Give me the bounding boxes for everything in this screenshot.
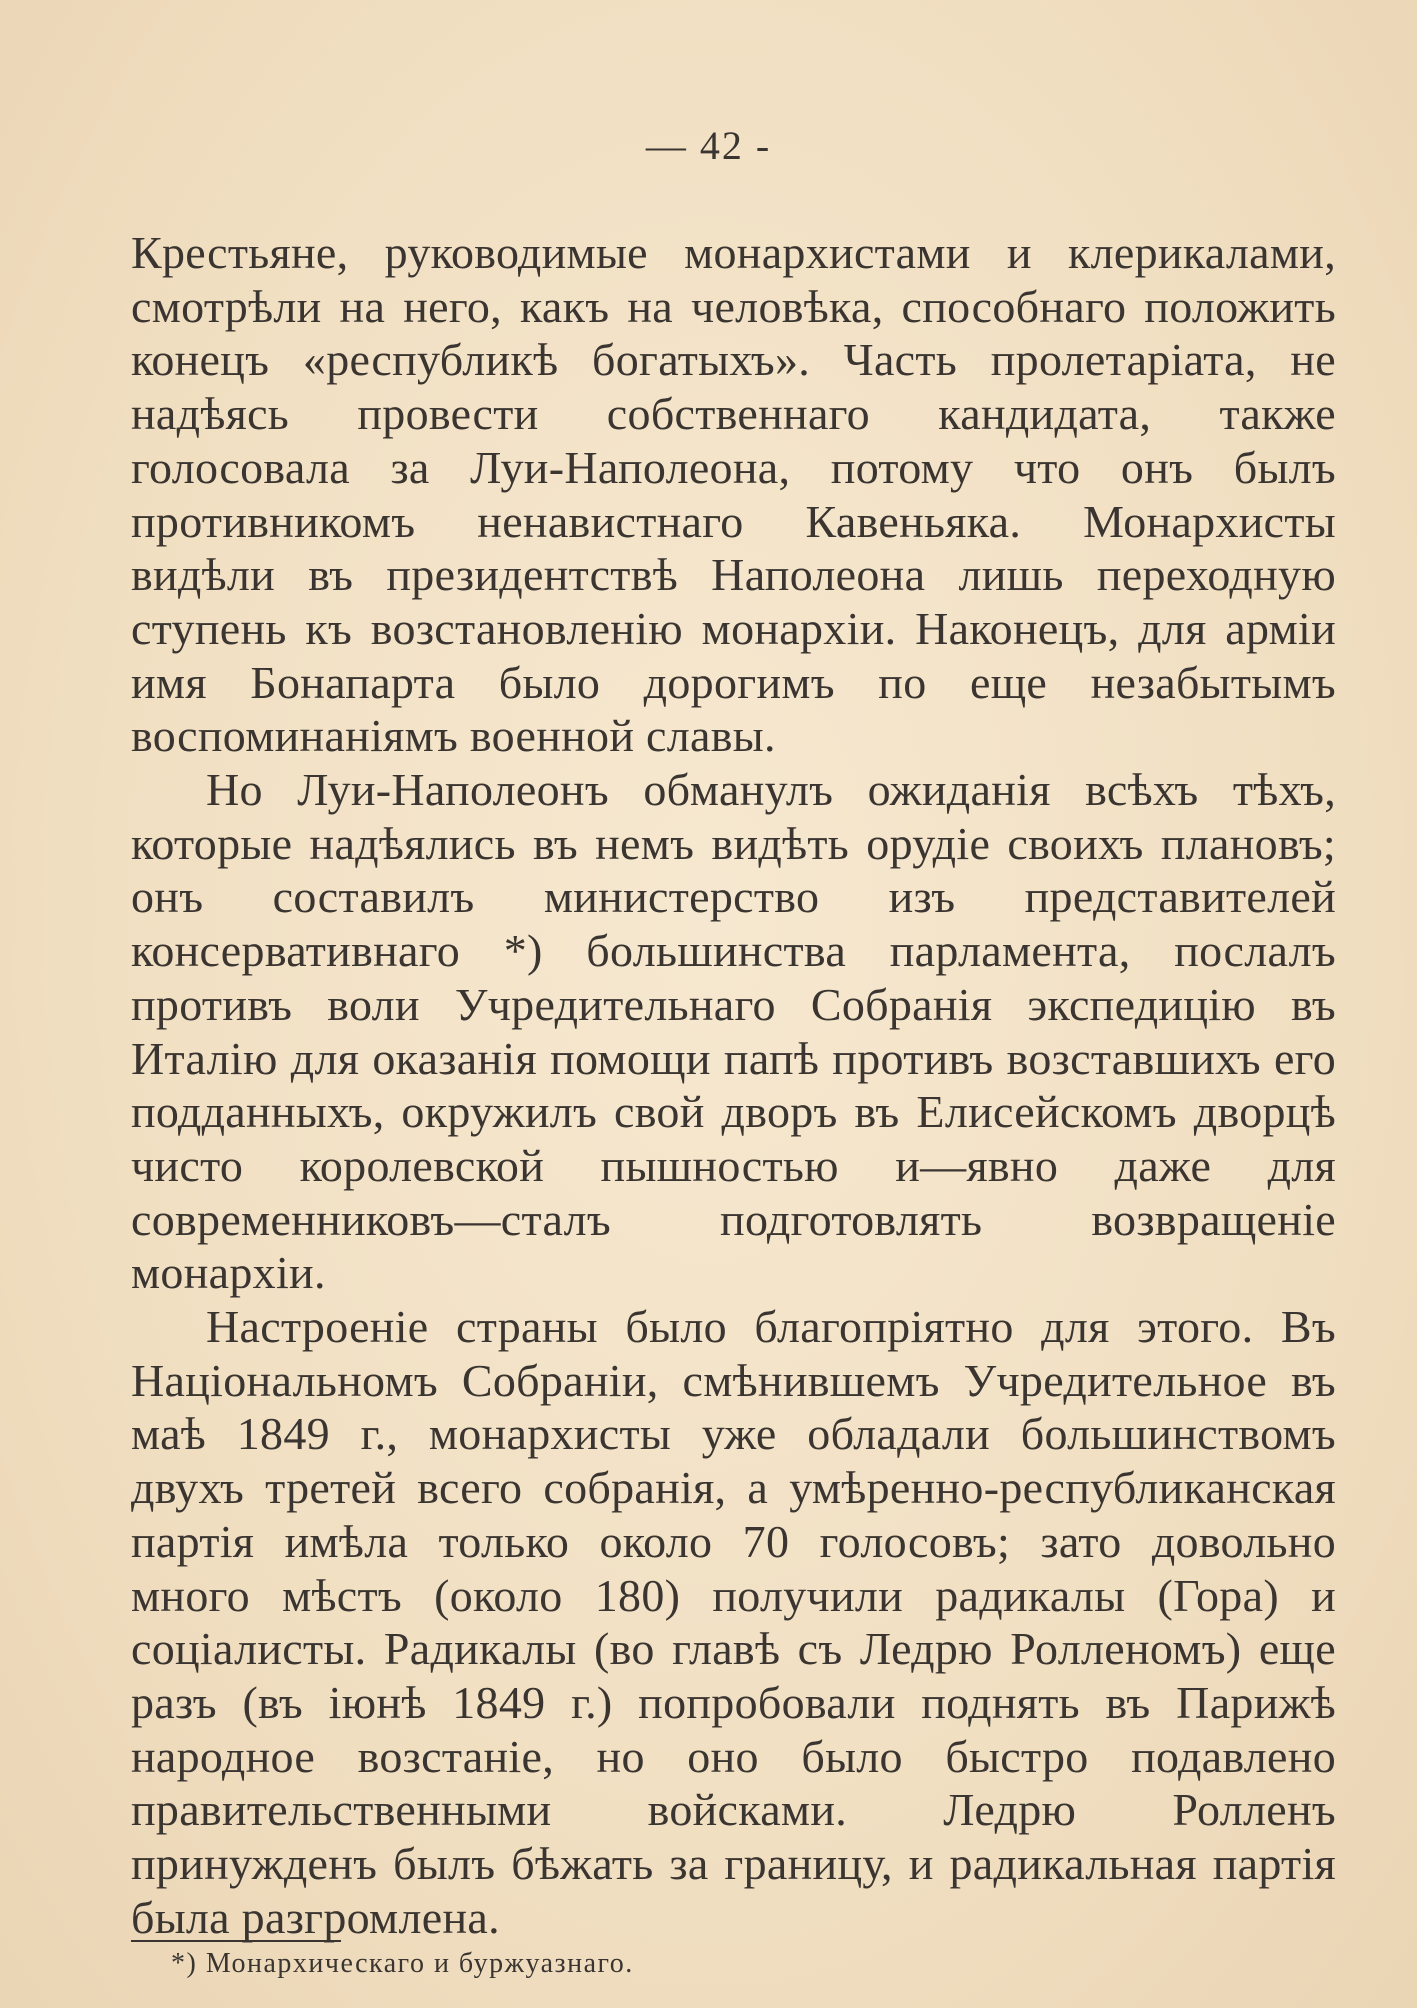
footnote-divider bbox=[131, 1940, 341, 1942]
paragraph-1: Крестьяне, руководимые монархистами и клерикалами, смотрѣли на него, какъ на человѣка, способнаго положить конецъ «республикѣ богатыхъ». Часть пролетаріата, не надѣясь провести собственнаго кандидата, также голосовала за Луи-Наполеона, потому что онъ былъ противникомъ ненавистнаго Кавеньяка. Монархисты видѣли въ президентствѣ Наполеона лишь переходную ступень къ возстановленію монархіи. Наконецъ, для арміи имя Бонапарта было дорогимъ по еще незабытымъ воспоминаніямъ военной славы. bbox=[131, 227, 1336, 762]
paragraph-3: Настроеніе страны было благопріятно для этого. Въ Національномъ Собраніи, смѣнившемъ Учредительное въ маѣ 1849 г., монархисты уже обладали большинствомъ двухъ третей всего собранія, а умѣренно-республиканская партія имѣла только около 70 голосовъ; зато довольно много мѣстъ (около 180) получили радикалы (Гора) и соціалисты. Радикалы (во главѣ съ Ледрю Ролленомъ) еще разъ (въ іюнѣ 1849 г.) попробовали поднять въ Парижѣ народное возстаніе, но оно было быстро подавлено правительственными войсками. Ледрю Ролленъ принужденъ былъ бѣжать за границу, и радикальная партія была разгромлена. bbox=[131, 1301, 1336, 1943]
body-text bbox=[131, 226, 1336, 1945]
page-number: — 42 - bbox=[645, 123, 772, 168]
footnote: *) Монархическаго и буржуазнаго. bbox=[171, 1948, 634, 1979]
paragraph-2: Но Луи-Наполеонъ обманулъ ожиданія всѣхъ тѣхъ, которые надѣялись въ немъ видѣть орудіе своихъ плановъ; онъ составилъ министерство изъ представителей консервативнаго *) большинства парламента, послалъ противъ воли Учредительнаго Собранія экспедицію въ Италію для оказанія помощи папѣ противъ возставшихъ его подданныхъ, окружилъ свой дворъ въ Елисейскомъ дворцѣ чисто королевской пышностью и—явно даже для современниковъ—сталъ подготовлять возвращеніе монархіи. bbox=[131, 764, 1336, 1299]
